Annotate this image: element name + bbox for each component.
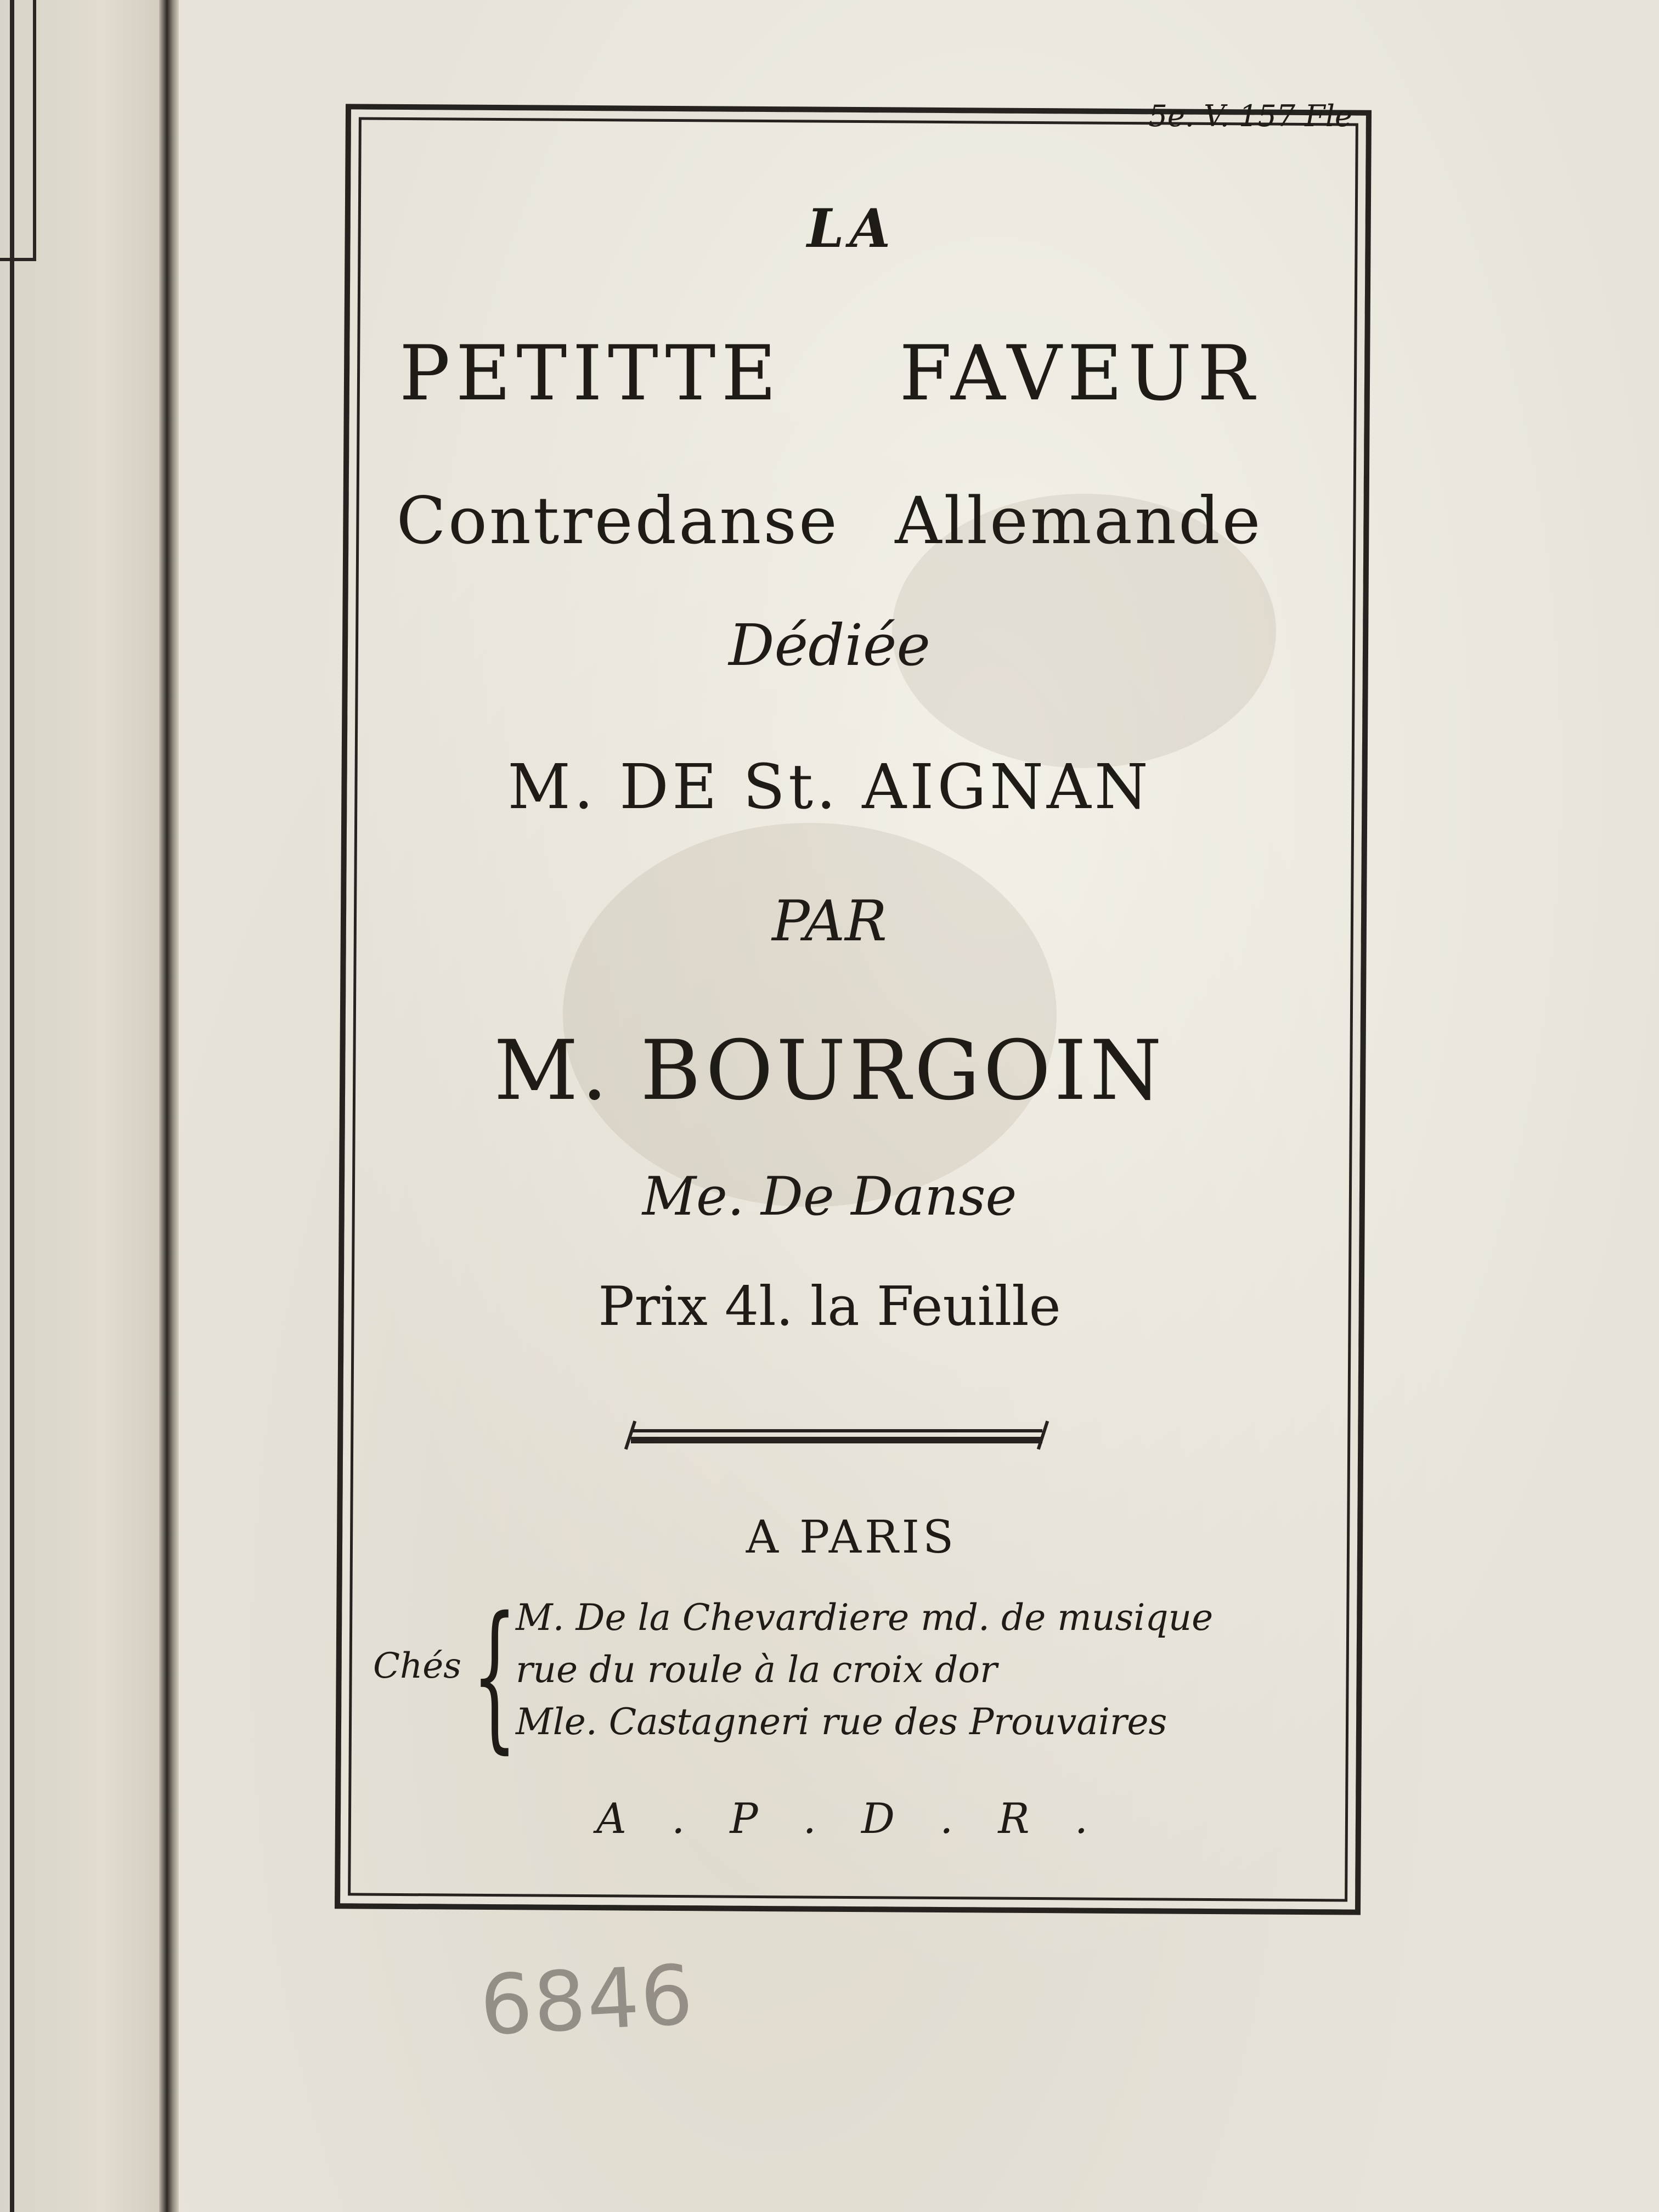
imprint-ches-label: Chés: [373, 1646, 461, 1686]
library-inventory-number: 6846: [477, 1947, 697, 2055]
imprint-line: rue du roule à la croix dor: [516, 1649, 997, 1691]
privilege-line: A . P . D . R .: [596, 1794, 1096, 1843]
imprint-line: M. De la Chevardiere md. de musique: [516, 1596, 1214, 1639]
by-label: PAR: [772, 889, 887, 954]
work-subtitle: Contredanse Allemande: [396, 483, 1263, 558]
shelfmark: 5e. V. 157 Fle: [1148, 99, 1352, 133]
imprint-city: A PARIS: [746, 1511, 957, 1564]
imprint-line: Mle. Castagneri rue des Prouvaires: [516, 1701, 1167, 1743]
ornamental-divider: [631, 1429, 1042, 1443]
price-line: Prix 4l. la Feuille: [598, 1276, 1061, 1338]
work-title: PETITTE FAVEUR: [399, 329, 1260, 417]
imprint-block: [373, 1583, 1306, 1768]
dedication-label: Dédiée: [729, 612, 930, 679]
author-name: M. BOURGOIN: [494, 1023, 1165, 1119]
curly-brace-icon: {: [472, 1583, 518, 1768]
title-article: LA: [807, 198, 896, 259]
author-role: Me. De Danse: [642, 1166, 1017, 1227]
dedicatee-name: M. DE St. AIGNAN: [507, 752, 1152, 823]
